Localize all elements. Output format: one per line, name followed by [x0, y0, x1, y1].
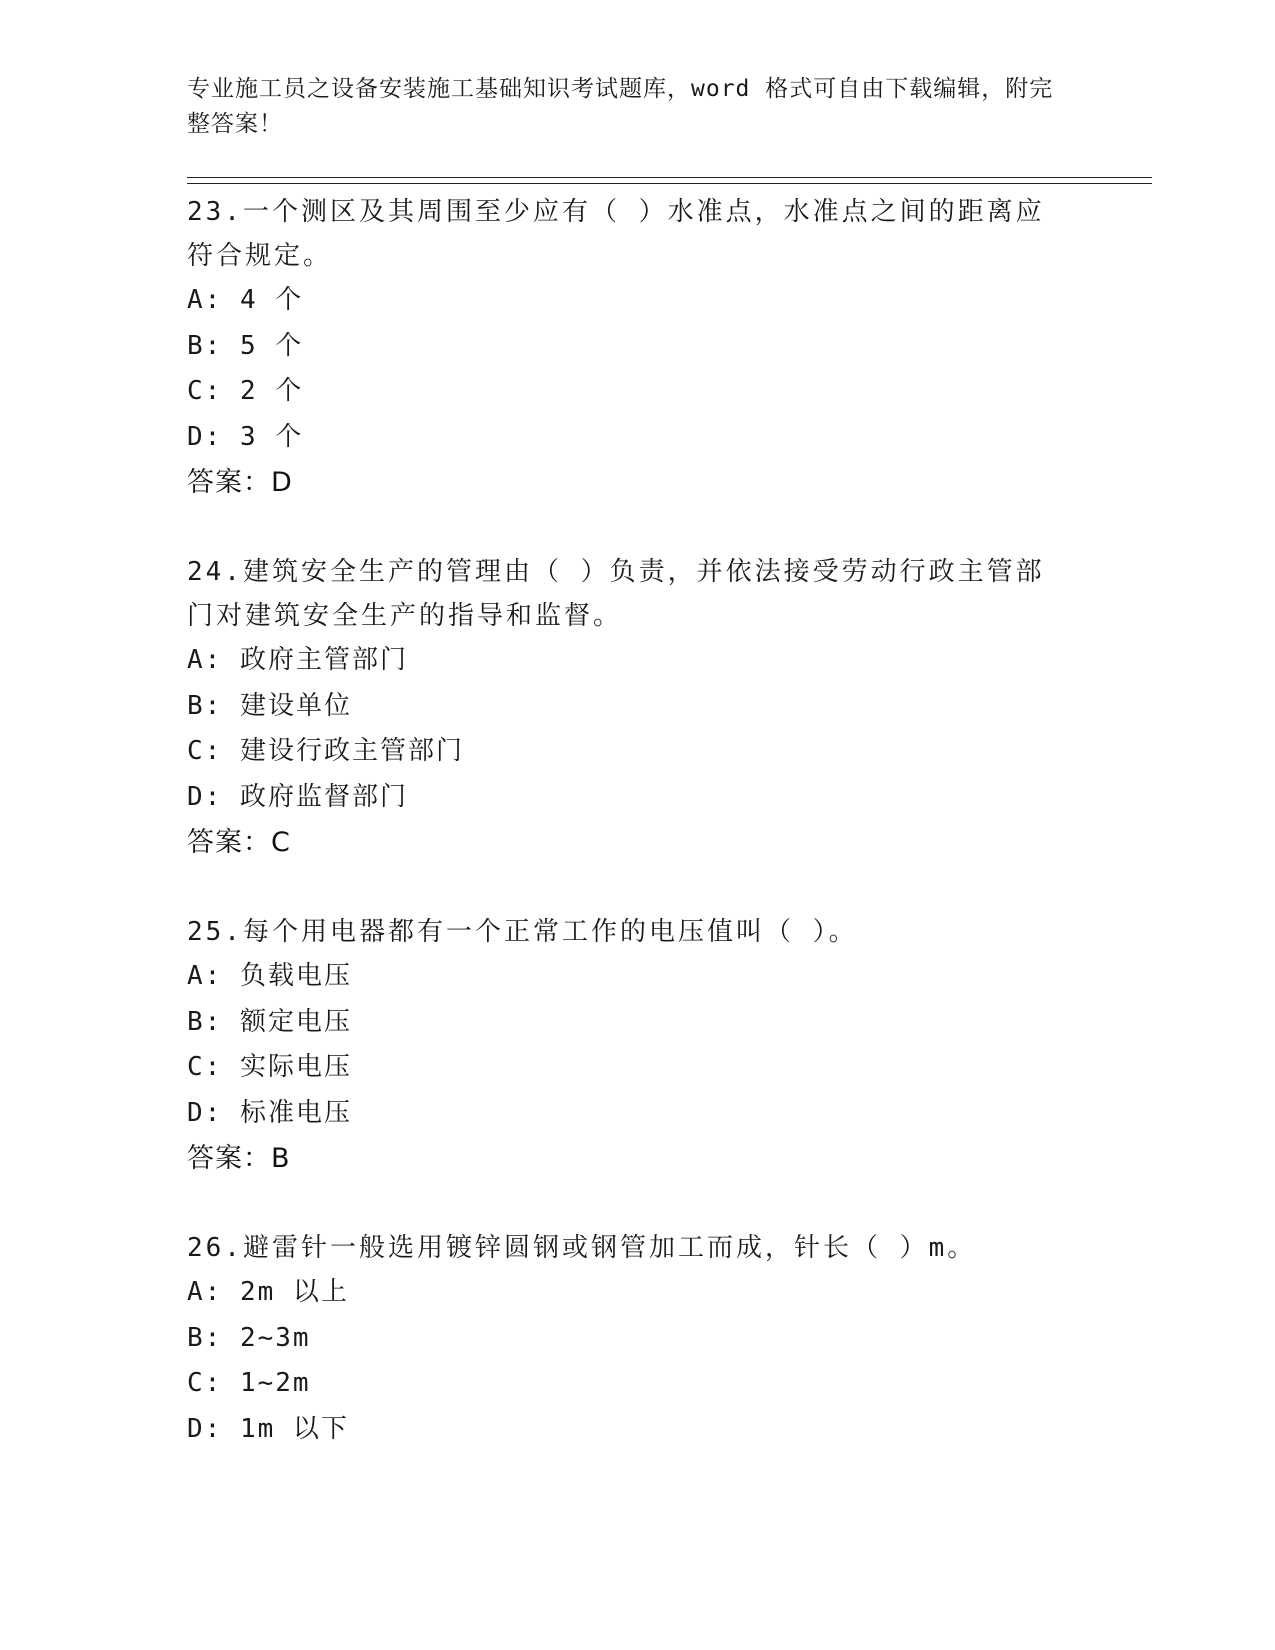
question-spacer: [187, 505, 1067, 550]
question-23: [187, 190, 1067, 505]
question-list: [187, 190, 1067, 1452]
question-text: 25.每个用电器都有一个正常工作的电压值叫（ ）。: [187, 917, 858, 947]
option-c: C: 建设行政主管部门: [187, 736, 464, 766]
header-divider-top: [187, 177, 1152, 178]
answer-label: 答案：C: [187, 827, 291, 858]
answer-label: 答案：B: [187, 1143, 291, 1174]
question-spacer: [187, 1181, 1067, 1226]
option-d: D: 1m 以下: [187, 1413, 349, 1444]
option-a: A: 政府主管部门: [187, 645, 408, 675]
question-26: [187, 1226, 1067, 1452]
question-25: [187, 910, 1067, 1181]
option-b: B: 建设单位: [187, 690, 352, 721]
question-text: 23.一个测区及其周围至少应有（ ）水准点，水准点之间的距离应符合规定。: [187, 197, 1045, 271]
option-list: [187, 638, 1067, 820]
question-spacer: [187, 865, 1067, 910]
option-c: C: 实际电压: [187, 1052, 352, 1082]
option-c: C: 1~2m: [187, 1368, 311, 1398]
header-divider-bottom: [187, 183, 1152, 184]
option-list: [187, 954, 1067, 1136]
question-text: 26.避雷针一般选用镀锌圆钢或钢管加工而成，针长（ ）m。: [187, 1233, 977, 1263]
option-b: B: 额定电压: [187, 1006, 352, 1037]
option-d: D: 3 个: [187, 421, 304, 452]
option-b: B: 2~3m: [187, 1322, 311, 1353]
option-b: B: 5 个: [187, 330, 304, 361]
question-text: 24.建筑安全生产的管理由（ ）负责，并依法接受劳动行政主管部门对建筑安全生产的指导和监督。: [187, 557, 1045, 631]
option-list: [187, 278, 1067, 460]
answer-label: 答案：D: [187, 467, 293, 498]
document-header: 专业施工员之设备安装施工基础知识考试题库，word 格式可自由下载编辑，附完整答案！: [187, 76, 1054, 137]
option-d: D: 标准电压: [187, 1097, 352, 1128]
question-24: [187, 550, 1067, 865]
option-list: [187, 1270, 1067, 1452]
option-a: A: 4 个: [187, 285, 304, 315]
option-c: C: 2 个: [187, 376, 304, 406]
option-a: A: 负载电压: [187, 961, 352, 991]
option-d: D: 政府监督部门: [187, 781, 408, 812]
option-a: A: 2m 以上: [187, 1277, 349, 1307]
